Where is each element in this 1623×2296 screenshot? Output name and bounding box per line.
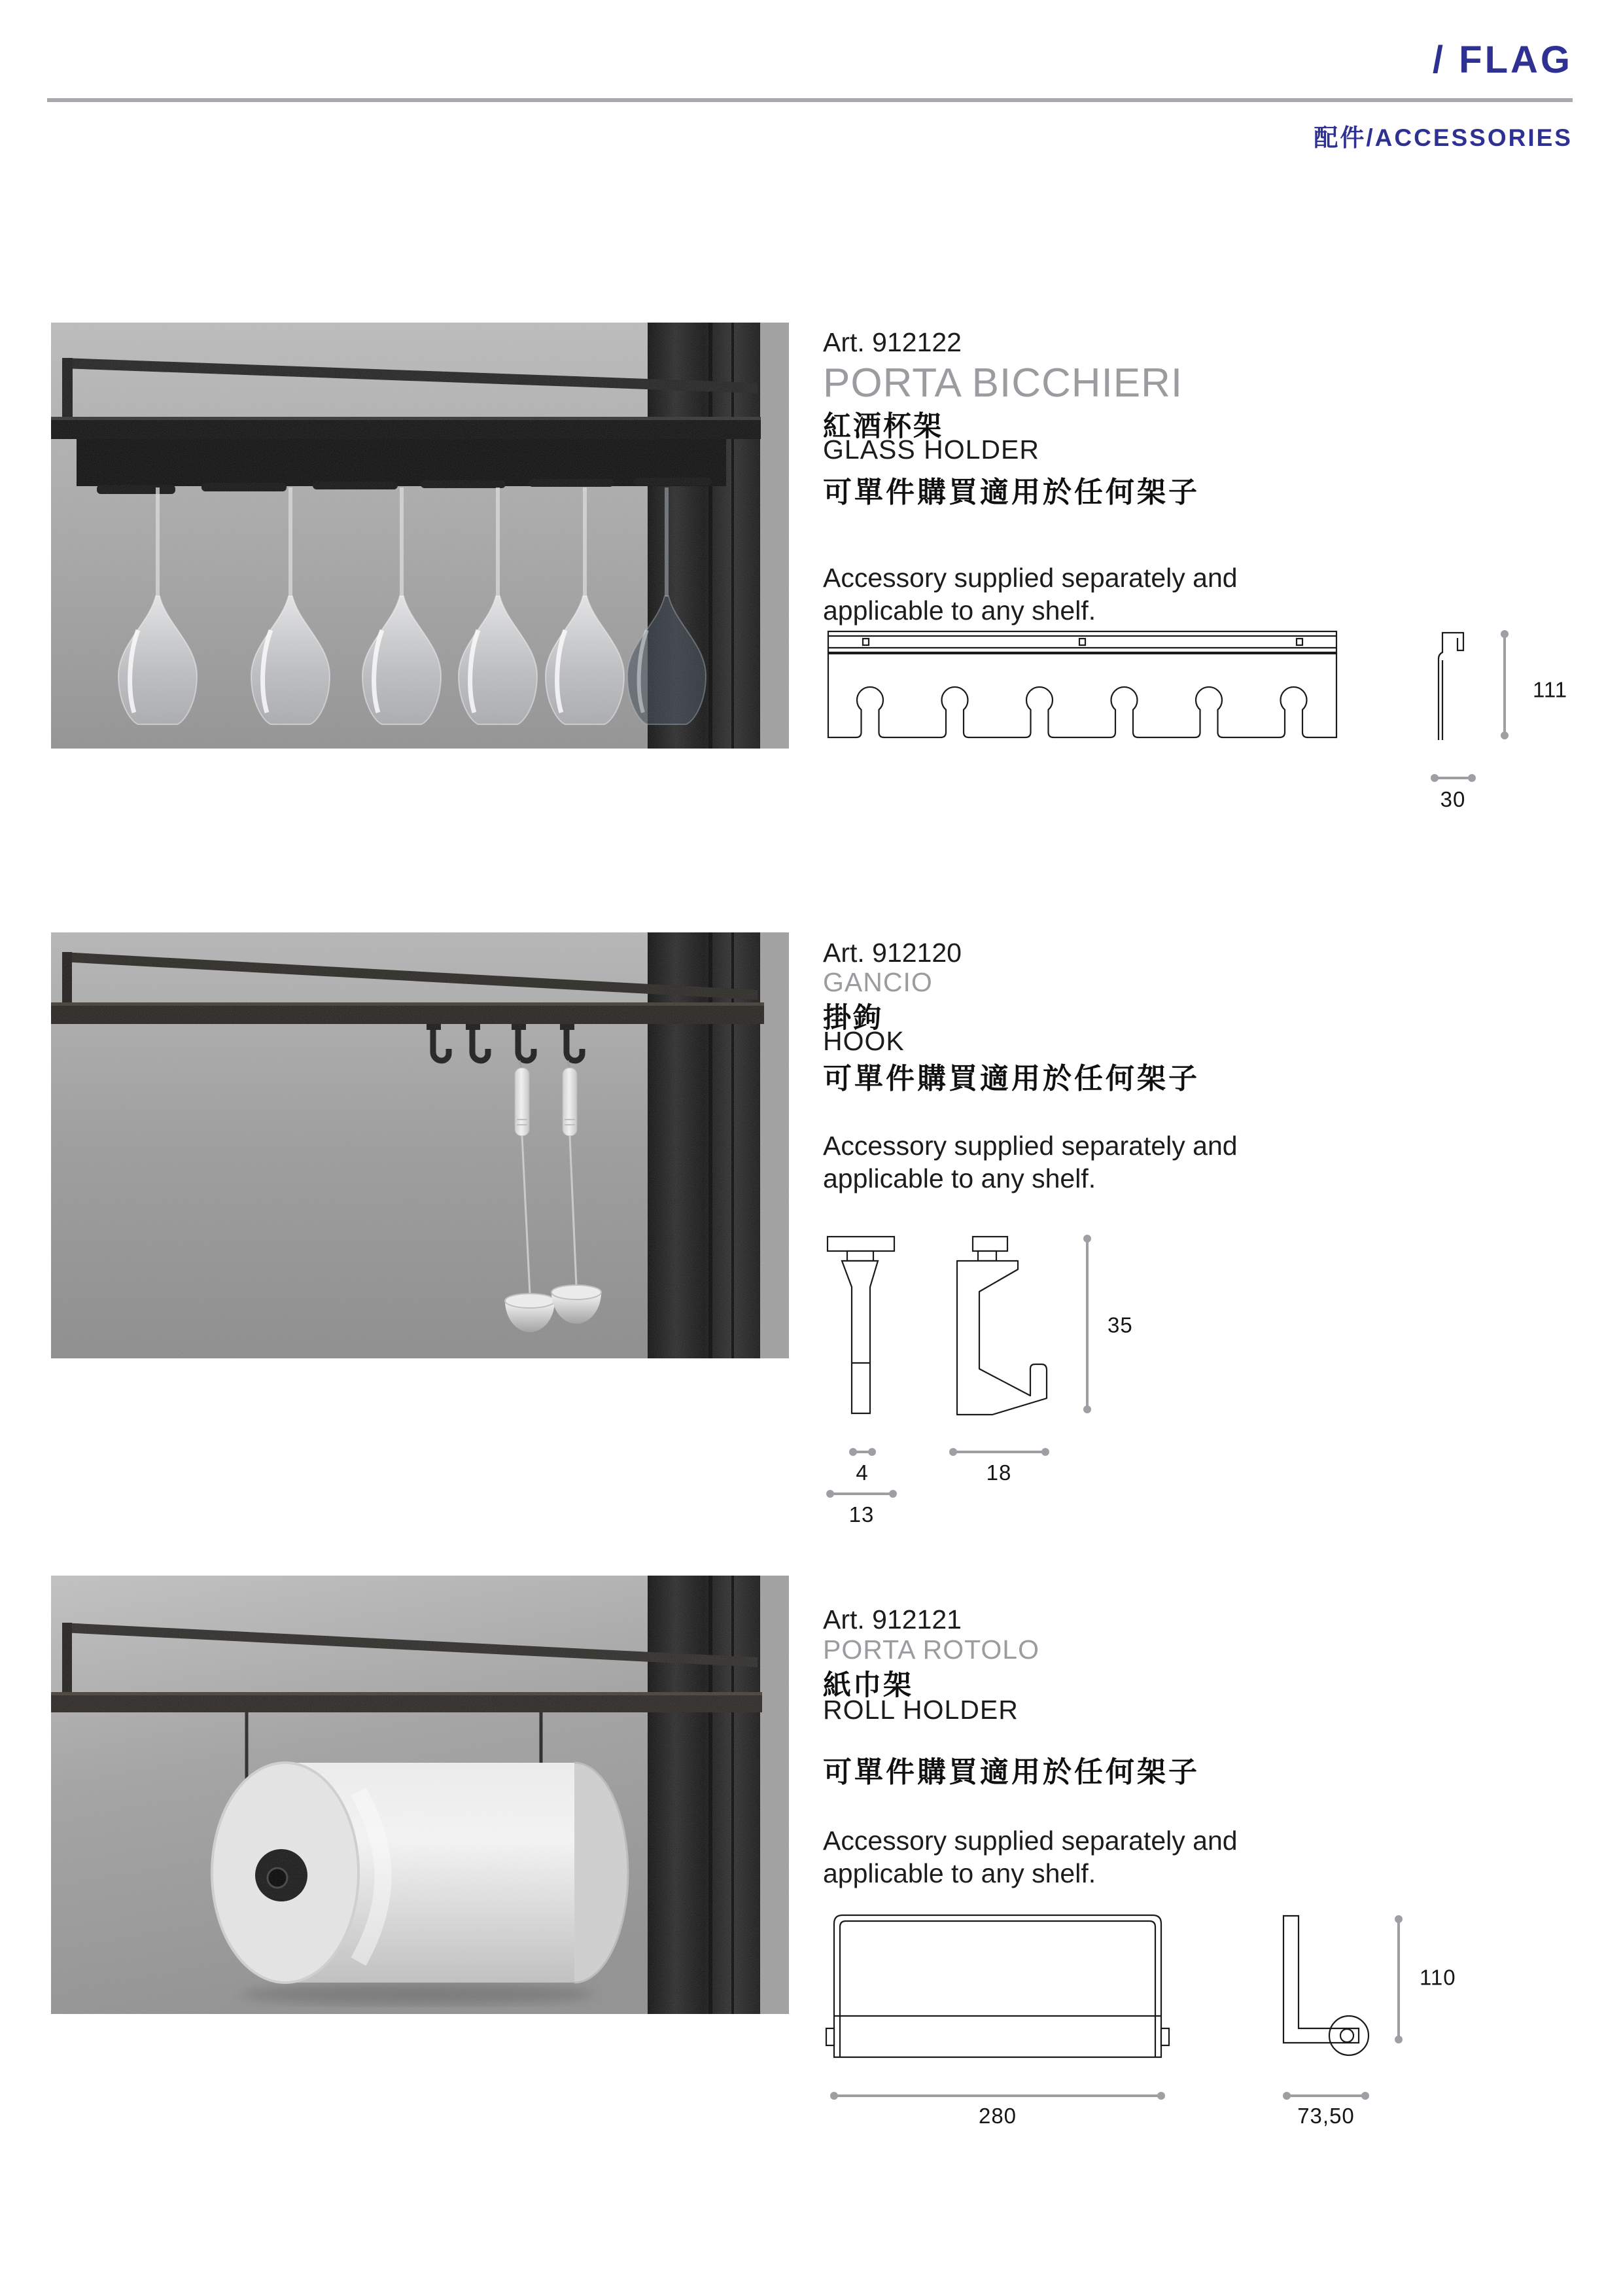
dimension-width <box>830 2092 1165 2127</box>
product-note-zh: 可單件購買適用於任何架子 <box>823 1063 1200 1095</box>
product-title-it: GANCIO <box>823 967 933 997</box>
product-name-zh: 掛鉤 <box>823 1002 883 1034</box>
photo-grain <box>51 1576 789 2014</box>
photo-grain <box>51 323 789 749</box>
article-number: Art. 912122 <box>823 327 962 357</box>
description-line: applicable to any shelf. <box>823 1163 1096 1193</box>
side-view-drawing <box>957 1237 1047 1415</box>
description-line: Accessory supplied separately and <box>823 563 1238 593</box>
dimension-depth <box>1431 774 1476 811</box>
header-divider <box>47 98 1573 102</box>
dimension-label: 280 <box>978 2104 1017 2127</box>
dimension-label: 35 <box>1108 1313 1133 1337</box>
dimension-base <box>826 1490 897 1527</box>
dimension-label: 73,50 <box>1297 2104 1355 2127</box>
article-number: Art. 912121 <box>823 1604 962 1634</box>
product-name-en: ROLL HOLDER <box>823 1695 1019 1725</box>
front-view-drawing <box>826 1915 1169 2057</box>
roll-holder-photo <box>51 1576 789 2014</box>
product-note-zh: 可單件購買適用於任何架子 <box>823 1756 1200 1788</box>
product-description <box>823 1129 1238 1195</box>
product-note-zh: 可單件購買適用於任何架子 <box>823 476 1200 508</box>
dimension-label: 111 <box>1533 677 1568 702</box>
dimension-height <box>1083 1235 1133 1413</box>
page-title: / FLAG <box>1432 39 1573 81</box>
product-description <box>823 561 1238 627</box>
dimension-label: 110 <box>1420 1965 1456 1990</box>
dimension-height <box>1395 1915 1456 2043</box>
front-view-drawing <box>828 1237 894 1413</box>
photo-grain <box>51 932 789 1358</box>
roll-holder-drawing <box>814 1898 1609 2127</box>
hook-drawing <box>814 1217 1148 1531</box>
product-title-it: PORTA BICCHIERI <box>823 361 1183 406</box>
description-line: Accessory supplied separately and <box>823 1826 1238 1856</box>
side-view-drawing <box>1283 1916 1369 2055</box>
product-title-it: PORTA ROTOLO <box>823 1634 1039 1665</box>
glass-holder-drawing <box>814 618 1623 821</box>
product-name-en: HOOK <box>823 1026 905 1056</box>
page-subtitle: 配件/ACCESSORIES <box>1314 124 1573 151</box>
description-line: applicable to any shelf. <box>823 1858 1096 1888</box>
dimension-label: 18 <box>986 1460 1012 1485</box>
product-name-en: GLASS HOLDER <box>823 434 1039 465</box>
dimension-stem <box>849 1448 876 1485</box>
description-line: applicable to any shelf. <box>823 595 1096 626</box>
product-name-zh: 紅酒杯架 <box>823 411 943 442</box>
article-number: Art. 912120 <box>823 938 962 968</box>
dimension-label: 13 <box>848 1502 875 1527</box>
dimension-depth <box>949 1448 1049 1485</box>
dimension-depth <box>1283 2092 1369 2127</box>
dimension-label: 30 <box>1440 787 1466 811</box>
dimension-label: 4 <box>856 1460 869 1485</box>
glass-holder-photo <box>51 323 789 749</box>
side-view-drawing <box>1439 633 1463 740</box>
front-view-drawing <box>828 631 1336 739</box>
hook-photo <box>51 932 789 1358</box>
dimension-height <box>1501 630 1567 739</box>
product-name-zh: 紙巾架 <box>823 1670 913 1701</box>
description-line: Accessory supplied separately and <box>823 1131 1238 1161</box>
product-description <box>823 1824 1238 1890</box>
